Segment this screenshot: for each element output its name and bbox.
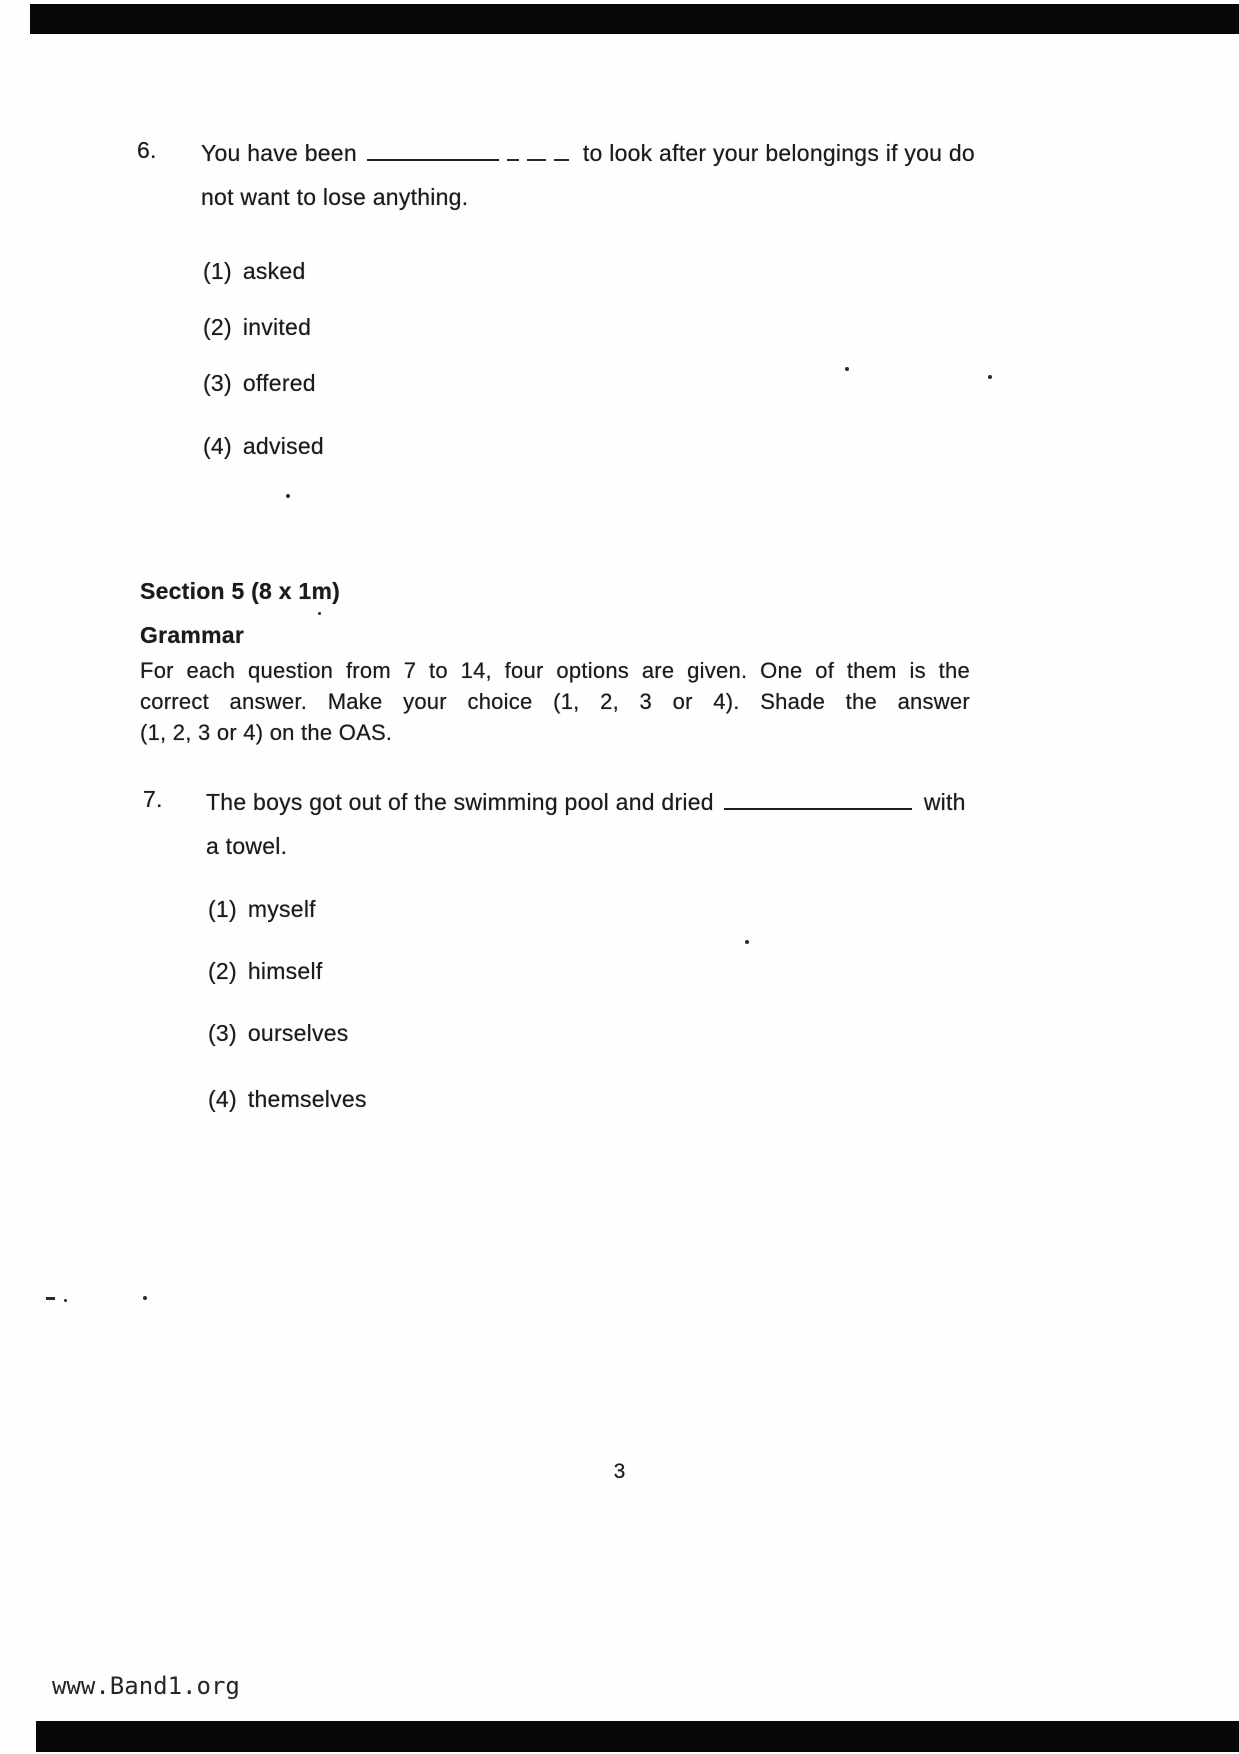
option-label: (3) <box>208 1020 237 1046</box>
question-6-text-before-blank: You have been <box>201 139 357 166</box>
question-7-option-1 <box>208 896 316 923</box>
question-7-text-after-blank: with <box>923 788 966 815</box>
scan-speck <box>318 612 321 615</box>
question-7-line1 <box>206 786 966 816</box>
scan-speck <box>64 1299 67 1302</box>
question-7-option-3 <box>208 1020 349 1047</box>
scan-speck <box>46 1297 55 1300</box>
question-6-option-3 <box>203 370 316 397</box>
scan-edge-bar-bottom <box>36 1721 1239 1752</box>
answer-blank-line <box>367 137 499 161</box>
question-6-number: 6. <box>137 137 157 163</box>
question-6-line2: not want to lose anything. <box>201 184 469 210</box>
question-7-number: 7. <box>143 786 163 812</box>
answer-blank-dash <box>507 137 519 161</box>
option-label: (1) <box>203 258 232 284</box>
option-label: (4) <box>203 433 232 459</box>
scan-speck <box>143 1296 147 1300</box>
scan-speck <box>286 494 290 498</box>
question-6-option-2 <box>203 314 311 341</box>
scan-edge-bar-top <box>30 4 1239 34</box>
instructions-line-1: For each question from 7 to 14, four options are given. One of them is the <box>140 658 970 683</box>
scan-speck <box>988 375 992 379</box>
option-label: (4) <box>208 1086 237 1112</box>
option-text: advised <box>242 433 324 459</box>
option-text: offered <box>242 370 316 396</box>
option-label: (2) <box>203 314 232 340</box>
option-label: (2) <box>208 958 237 984</box>
section-instructions <box>140 655 970 748</box>
question-6-option-4 <box>203 433 324 460</box>
option-text: himself <box>247 958 323 984</box>
option-text: invited <box>242 314 312 340</box>
answer-blank-dash <box>527 137 546 161</box>
option-text: asked <box>242 258 306 284</box>
option-text: themselves <box>247 1086 367 1112</box>
question-6-option-1 <box>203 258 306 285</box>
answer-blank-line <box>724 786 912 810</box>
option-text: ourselves <box>247 1020 349 1046</box>
instructions-line-2: correct answer. Make your choice (1, 2, 3 or 4). Shade the answer <box>140 689 970 714</box>
section-heading: Section 5 (8 x 1m) <box>140 578 341 604</box>
question-7-option-4 <box>208 1086 367 1113</box>
option-label: (1) <box>208 896 237 922</box>
option-label: (3) <box>203 370 232 396</box>
question-7-option-2 <box>208 958 322 985</box>
section-subheading: Grammar <box>140 622 245 648</box>
question-6-text-after-blank: to look after your belongings if you do <box>582 139 975 166</box>
instructions-line-3: (1, 2, 3 or 4) on the OAS. <box>140 720 393 745</box>
answer-blank-dash <box>554 137 569 161</box>
scan-speck <box>745 940 749 944</box>
page-number: 3 <box>613 1460 626 1483</box>
question-6-line1 <box>201 137 975 167</box>
question-7-line2: a towel. <box>206 833 288 859</box>
scan-speck <box>845 367 849 371</box>
option-text: myself <box>247 896 316 922</box>
website-footer: www.Band1.org <box>52 1672 240 1700</box>
question-7-text-before-blank: The boys got out of the swimming pool and dried <box>206 788 714 815</box>
